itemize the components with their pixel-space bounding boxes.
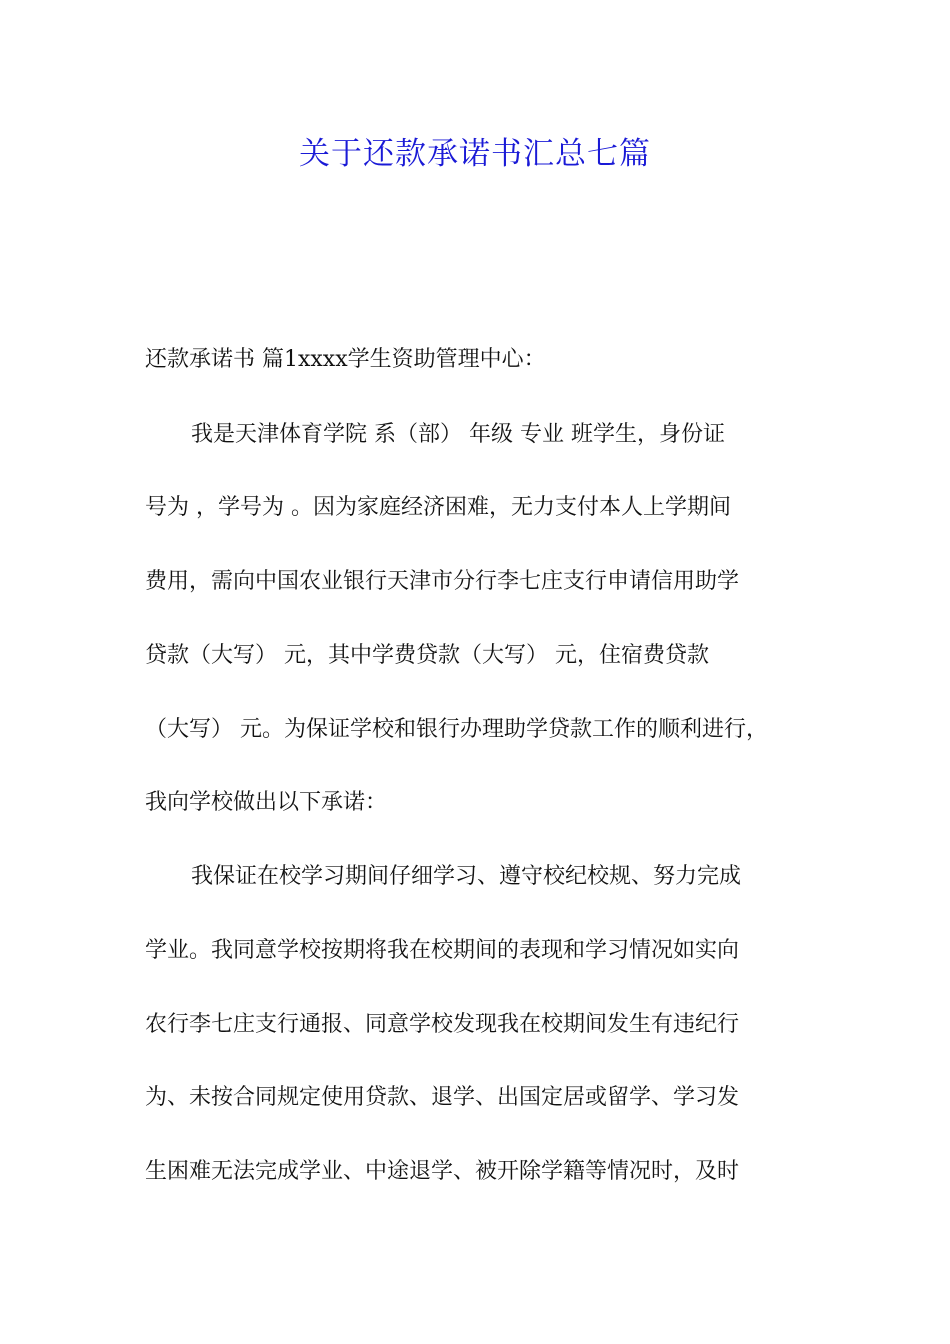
- text-line: （大写） 元。为保证学校和银行办理助学贷款工作的顺利进行，: [145, 717, 768, 742]
- document-title: 关于还款承诺书汇总七篇: [299, 136, 651, 172]
- text-line: 我向学校做出以下承诺：: [145, 790, 388, 815]
- text-line: 还款承诺书 篇1xxxx学生资助管理中心：: [145, 347, 546, 372]
- text-line: 我保证在校学习期间仔细学习、遵守校纪校规、努力完成: [191, 864, 742, 889]
- text-line: 号为 ，学号为 。因为家庭经济困难，无力支付本人上学期间: [145, 495, 731, 520]
- text-line: 农行李七庄支行通报、同意学校发现我在校期间发生有违纪行: [145, 1012, 740, 1037]
- text-line: 生困难无法完成学业、中途退学、被开除学籍等情况时，及时: [145, 1159, 740, 1184]
- text-line: 贷款（大写） 元，其中学费贷款（大写） 元，住宿费贷款: [145, 643, 709, 668]
- text-line: 为、未按合同规定使用贷款、退学、出国定居或留学、学习发: [145, 1085, 740, 1110]
- text-line: 学业。我同意学校按期将我在校期间的表现和学习情况如实向: [145, 938, 740, 963]
- text-line: 我是天津体育学院 系（部） 年级 专业 班学生，身份证: [191, 422, 725, 447]
- text-line: 费用，需向中国农业银行天津市分行李七庄支行申请信用助学: [145, 569, 740, 594]
